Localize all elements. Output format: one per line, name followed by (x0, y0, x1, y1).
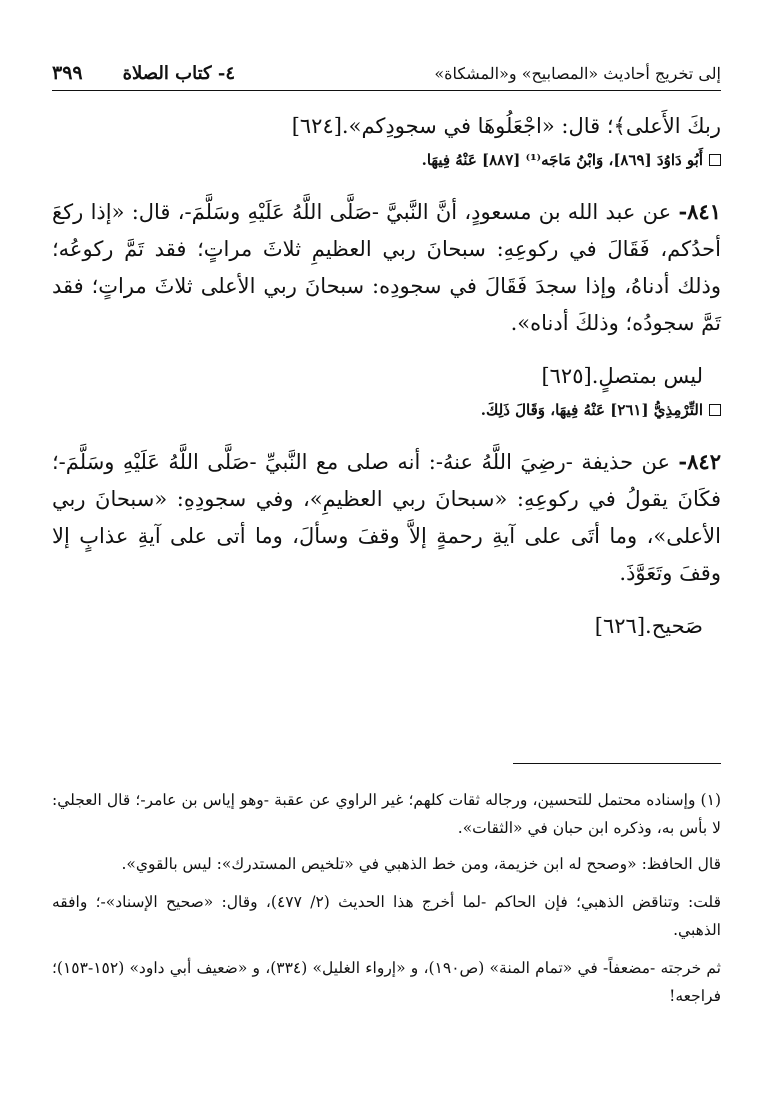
hadith-841-source (52, 397, 721, 423)
hadith-841 (52, 193, 721, 342)
footnotes (52, 786, 721, 1020)
footnote-dhahabi: قلت: وتناقض الذهبي؛ فإن الحاكم -لما أخرج هذا الحديث (٢/ ٤٧٧)، وقال: «صحيح الإسناد»-؛ وافقه الذهبي. (52, 893, 721, 939)
hadith-842-grade: صَحيح.[٦٢٦] (594, 614, 703, 638)
hadith-841-number: ٨٤١- (678, 199, 721, 224)
hadith-841-grade: ليس بمتصلٍ.[٦٢٥] (541, 364, 703, 388)
hadith-841-source-text: التِّرْمِذِيُّ [٢٦١] عَنْهُ فِيهَا، وَقَالَ ذَلِكَ. (480, 401, 703, 419)
hadith-841-text: عن عبد الله بن مسعودٍ، أنَّ النَّبيَّ -صَلَّى اللَّهُ عَلَيْهِ وسَلَّمَ-، قال: «إذا ركعَ أحدُكم، فَقَالَ في ركوعِهِ: سبحانَ ربي العظيمِ ثلاثَ مراتٍ؛ فقد تَمَّ ركوعُه؛ وذلك أدناهُ، وإذا سجدَ فَقَالَ في سجودِه: سبحانَ ربي الأعلى ثلاثَ مراتٍ؛ فقد تَمَّ سجودُه؛ وذلكَ أدناه». (52, 200, 721, 335)
page-number: ٣٩٩ (52, 62, 83, 84)
footnote-1: (١) وإسناده محتمل للتحسين، ورجاله ثقات كلهم؛ غير الراوي عن عقبة -وهو إياس بن عامر-؛ قال العجلي: لا بأس به، وذكره ابن حبان في «الثقات». (52, 791, 721, 837)
footnote-separator (513, 763, 721, 764)
book-title: إلى تخريج أحاديث «المصابيح» و«المشكاة» (434, 63, 721, 83)
square-marker-icon (709, 404, 721, 416)
hadith-842-text: عن حذيفة -رضِيَ اللَّهُ عنهُ-: أنه صلى مع النَّبيِّ -صَلَّى اللَّهُ عَلَيْهِ وسَلَّمَ-؛ فكَانَ يقولُ في ركوعِهِ: «سبحانَ ربي العظيمِ»، وفي سجودِهِ: «سبحانَ ربي الأعلى»، وما أتَى على آيةِ رحمةٍ إلاَّ وقفَ وسألَ، وما أتى على آيةِ عذابٍ إلا وقفَ وتَعَوَّذَ. (52, 450, 721, 585)
running-header (52, 56, 721, 91)
chapter-title: ٤- كتاب الصلاة (122, 62, 235, 84)
continuation-source-text: أَبُو دَاوُدَ [٨٦٩]، وَابْنُ مَاجَه⁽¹⁾ [٨٨٧] عَنْهُ فِيهَا. (421, 151, 703, 169)
footnote-references: ثم خرجته -مضعفاً- في «تمام المنة» (ص١٩٠)، و «إرواء الغليل» (٣٣٤)، و «ضعيف أبي داود» (١٥٢-١٥٣)؛ فراجعه! (52, 959, 721, 1005)
hadith-842-number: ٨٤٢- (678, 449, 721, 474)
square-marker-icon (709, 154, 721, 166)
continuation-source (52, 147, 721, 173)
continuation-text: ربكَ الأَعلى﴾؛ قال: «اجْعَلُوهَا في سجودِكم».[٦٢٤] (291, 114, 721, 138)
main-text (52, 108, 721, 645)
header-left-group (52, 62, 235, 84)
footnote-hafiz: قال الحافظ: «وصحح له ابن خزيمة، ومن خط الذهبي في «تلخيص المستدرك»: ليس بالقوي». (121, 855, 721, 873)
hadith-842 (52, 443, 721, 592)
